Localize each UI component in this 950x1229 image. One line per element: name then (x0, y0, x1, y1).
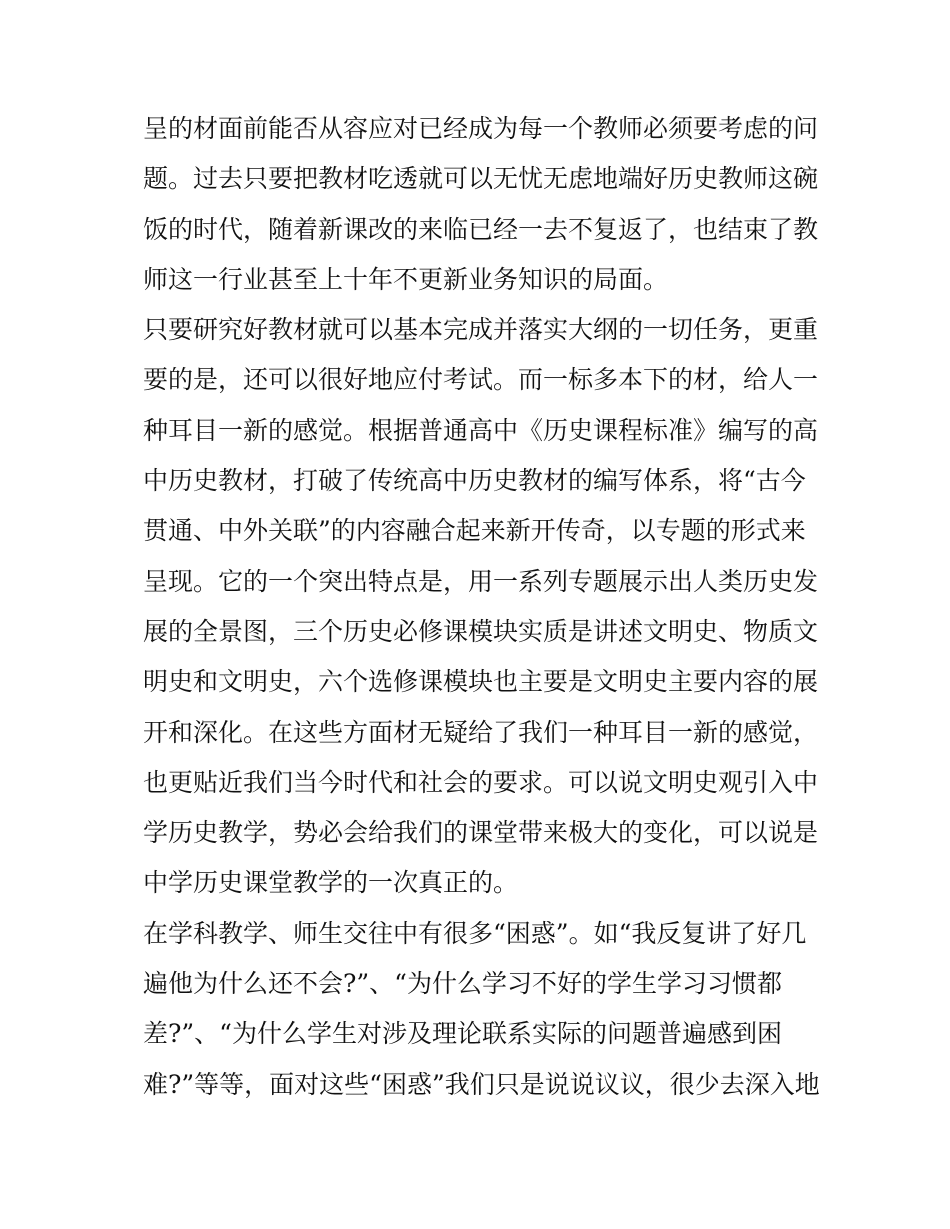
text-line: 呈现。它的一个突出特点是，用一系列专题展示出人类历史发 (143, 566, 819, 596)
text-line: 呈的材面前能否从容应对已经成为每一个教师必须要考虑的问 (143, 114, 819, 143)
text-line: 要的是，还可以很好地应付考试。而一标多本下的材，给人一 (143, 365, 819, 395)
document-body (143, 104, 823, 1110)
text-line: 在学科教学、师生交往中有很多“困惑”。如“我反复讲了好几 (143, 918, 807, 948)
text-line: 题。过去只要把教材吃透就可以无忧无虑地端好历史教师这碗 (143, 164, 819, 194)
text-line: 学历史教学，势必会给我们的课堂带来极大的变化，可以说是 (143, 818, 819, 848)
text-line: 师这一行业甚至上十年不更新业务知识的局面。 (143, 264, 669, 294)
text-line: 明史和文明史，六个选修课模块也主要是文明史主要内容的展 (143, 667, 819, 697)
text-line: 中学历史课堂教学的一次真正的。 (143, 868, 519, 898)
text-line: 也更贴近我们当今时代和社会的要求。可以说文明史观引入中 (143, 767, 819, 797)
text-line: 遍他为什么还不会?”、“为什么学习不好的学生学习习惯都 (143, 969, 782, 999)
text-line: 难?”等等，面对这些“困惑”我们只是说说议议，很少去深入地 (143, 1069, 820, 1099)
text-line: 展的全景图，三个历史必修课模块实质是讲述文明史、物质文 (143, 616, 819, 646)
text-line: 差?”、“为什么学生对涉及理论联系实际的问题普遍感到困 (143, 1019, 782, 1049)
text-line: 贯通、中外关联”的内容融合起来新开传奇，以专题的形式来 (143, 516, 806, 546)
text-line: 饭的时代，随着新课改的来临已经一去不复返了，也结束了教 (143, 214, 819, 244)
text-line: 种耳目一新的感觉。根据普通高中《历史课程标准》编写的高 (143, 415, 819, 445)
text-line: 中历史教材，打破了传统高中历史教材的编写体系，将“古今 (143, 466, 806, 496)
text-line: 只要研究好教材就可以基本完成并落实大纲的一切任务，更重 (143, 315, 819, 345)
text-line: 开和深化。在这些方面材无疑给了我们一种耳目一新的感觉， (143, 717, 819, 747)
